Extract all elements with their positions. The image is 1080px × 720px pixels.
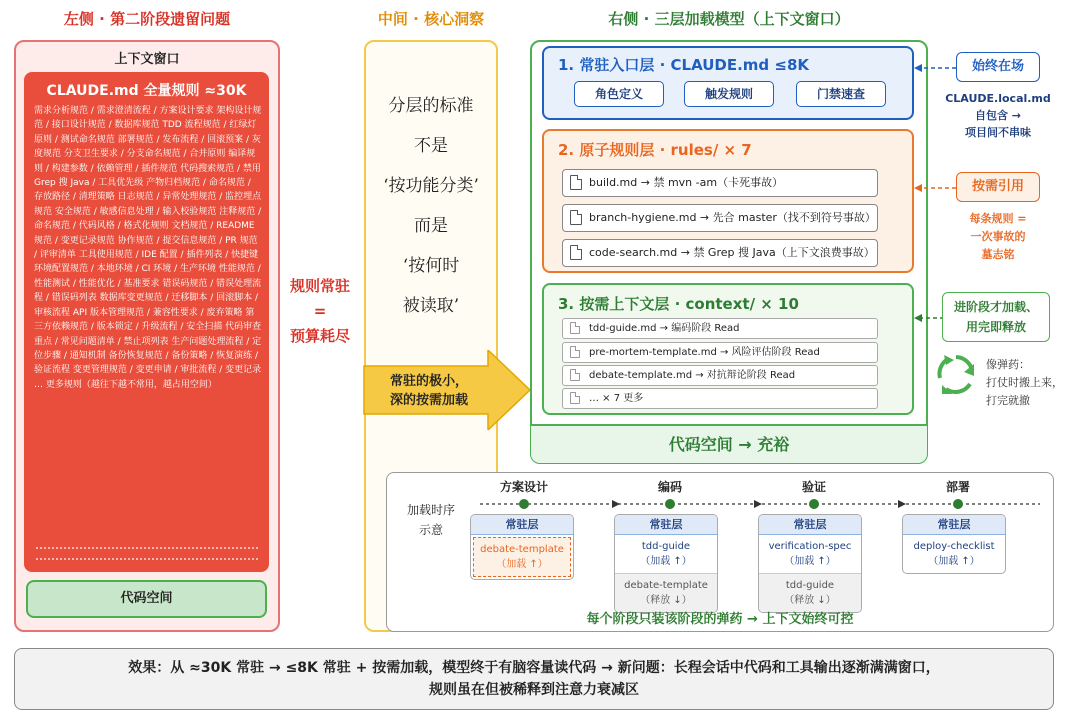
timeline-label	[396, 500, 466, 540]
resident-layer-cell: 常驻层	[471, 515, 573, 535]
note-line: 打完就撤	[986, 394, 1030, 407]
loaded-file: verification-spec	[768, 541, 852, 552]
note-line: 自包含 →	[974, 109, 1022, 122]
phase-verify-label: 验证	[801, 480, 826, 494]
ammo-note	[986, 356, 1076, 410]
insight-line: ‘按何时	[402, 256, 460, 276]
insight-line: 不是	[414, 136, 448, 156]
right-column-heading: 右侧 · 三层加载模型（上下文窗口）	[608, 10, 850, 28]
loaded-context-cell	[903, 535, 1005, 573]
left-column-heading: 左侧 · 第二阶段遗留问题	[63, 10, 231, 28]
insight-line: 被读取’	[402, 296, 460, 316]
file-icon	[570, 245, 582, 260]
context-file-text: … × 7 更多	[589, 393, 644, 404]
timeline-dot	[665, 499, 675, 509]
file-icon	[570, 322, 580, 334]
insight-line: 分层的标准	[388, 96, 474, 116]
layer3-title: 3. 按需上下文层 · context/ × 10	[558, 295, 799, 313]
loaded-file: debate-template	[480, 544, 564, 555]
always-present-note	[936, 90, 1060, 141]
summary-line: 效果：从 ≈30K 常驻 → ≤8K 常驻 + 按需加载，模型终于有脑容量读代码 → 新问题：长程会话中代码和工具输出逐渐满满窗口，	[128, 660, 940, 676]
phase-verify-stack	[758, 514, 862, 613]
summary-line: 规则虽在但被稀释到注意力衰减区	[429, 682, 639, 698]
context-file-text: pre-mortem-template.md → 风险评估阶段 Read	[589, 347, 820, 358]
timeline-label-line: 加载时序	[406, 503, 455, 517]
insight-line: ‘按功能分类’	[383, 176, 479, 196]
rule-file-code-search	[562, 239, 878, 267]
full-rules-block	[24, 72, 269, 572]
phase-deploy-stack	[902, 514, 1006, 574]
middle-column-heading: 中间 · 核心洞察	[377, 10, 485, 28]
released-file: tdd-guide	[785, 580, 835, 591]
always-present-label: 始终在场	[956, 52, 1040, 82]
phase-design-label: 方案设计	[499, 480, 548, 494]
note-line: 打仗时搬上来，	[986, 376, 1063, 389]
loaded-context-cell	[759, 535, 861, 573]
rule-file-text: code-search.md → 禁 Grep 搜 Java（上下文浪费事故）	[589, 246, 875, 259]
phase-design-stack	[470, 514, 574, 580]
rule-file-build	[562, 169, 878, 197]
resident-layer-cell: 常驻层	[615, 515, 717, 535]
on-demand-cite-label: 按需引用	[956, 172, 1040, 202]
file-icon	[570, 210, 582, 225]
note-line: 一次事故的	[970, 230, 1026, 243]
context-file-tdd-guide	[562, 318, 878, 339]
loaded-file: tdd-guide	[641, 541, 691, 552]
timeline-axis	[470, 498, 1050, 510]
context-file-text: tdd-guide.md → 编码阶段 Read	[589, 323, 740, 334]
on-demand-context-layer	[542, 283, 914, 415]
stage-line: 进阶段才加载、	[953, 300, 1038, 314]
timeline-footer: 每个阶段只装该阶段的弹药 → 上下文始终可控	[586, 612, 854, 627]
stage-line: 用完即释放	[965, 320, 1026, 334]
load-on-stage-label	[942, 292, 1050, 342]
rules-resident-caption	[282, 274, 358, 349]
caption-equals: =	[313, 302, 327, 320]
context-file-text: debate-template.md → 对抗辩论阶段 Read	[589, 370, 796, 381]
resident-layer-cell: 常驻层	[759, 515, 861, 535]
chip-gate-cheatsheet: 门禁速查	[796, 81, 886, 107]
context-file-pre-mortem	[562, 342, 878, 363]
rule-file-text: build.md → 禁 mvn -am（卡死事故）	[589, 176, 784, 189]
chip-role-definition: 角色定义	[574, 81, 664, 107]
file-icon	[570, 346, 580, 358]
dotted-filler-line	[36, 547, 258, 549]
context-file-debate	[562, 365, 878, 386]
timeline-dot	[519, 499, 529, 509]
full-rules-title: CLAUDE.md 全量规则 ≈30K	[46, 83, 247, 99]
context-window-title: 上下文窗口	[114, 52, 180, 67]
note-line: CLAUDE.local.md	[945, 92, 1051, 105]
layer1-title: 1. 常驻入口层 · CLAUDE.md ≤8K	[558, 56, 810, 74]
context-file-more	[562, 388, 878, 409]
arrow-caption	[370, 372, 488, 410]
arrow-caption-line: 深的按需加载	[389, 393, 468, 408]
loaded-context-cell	[615, 535, 717, 573]
code-space-squeezed: 代码空间	[26, 580, 267, 618]
note-line: 项目间不串味	[965, 126, 1031, 139]
caption-line: 规则常驻	[289, 277, 350, 295]
caption-line: 预算耗尽	[289, 327, 350, 345]
released-context-cell	[615, 573, 717, 612]
timeline-label-line: 示意	[418, 523, 443, 537]
phase-coding-stack	[614, 514, 718, 613]
note-line: 每条规则 =	[969, 212, 1027, 225]
rule-file-text: branch-hygiene.md → 先合 master（找不到符号事故）	[589, 211, 876, 224]
file-icon	[570, 175, 582, 190]
loaded-file: deploy-checklist	[913, 541, 995, 552]
timeline-dot	[953, 499, 963, 509]
arrow-caption-line: 常驻的极小，	[389, 374, 468, 389]
released-context-cell	[759, 573, 861, 612]
chip-trigger-rules: 触发规则	[684, 81, 774, 107]
loaded-note: （加载 ↑）	[496, 559, 548, 570]
timeline-dot	[809, 499, 819, 509]
loaded-note: （加载 ↑）	[928, 556, 980, 567]
insight-text	[364, 86, 498, 326]
rule-file-branch-hygiene	[562, 204, 878, 232]
resident-layer-cell: 常驻层	[903, 515, 1005, 535]
loaded-note: （加载 ↑）	[640, 556, 692, 567]
insight-line: 而是	[414, 216, 448, 236]
phase-deploy-label: 部署	[945, 480, 970, 494]
note-line: 墓志铭	[981, 248, 1015, 261]
dotted-filler-line	[36, 558, 258, 560]
loaded-context-cell	[473, 537, 571, 577]
note-line: 像弹药：	[986, 358, 1030, 371]
effect-summary-banner	[14, 648, 1054, 710]
phase-coding-label: 编码	[657, 480, 682, 494]
released-note: （释放 ↓）	[784, 595, 836, 606]
cite-note	[944, 210, 1052, 264]
full-rules-list: 需求分析规范 / 需求澄清流程 / 方案设计要求 架构设计规范 / 接口设计规范 / 数据库规范 TDD 流程规范 / 红绿灯原则 / 测试命名规范 部署规范 / 发布流程 / 回滚预案 / 灰度规范 分支卫生要求 / 分支命名规范 / 合并原则 编译规则 / 构建参数 / 依赖管理 / 插件规范 代码搜索规范 / 禁用 Grep 搜 Java / 工具优先级 产物归档规范 / 命名规范 / 存放路径 / 清理策略 日志规范 / 异常处理规范 / 监控埋点规范 安全规范 / 敏感信息处理 / 输入校验规范 注释规范 / 命名规范 / 代码风格 / 格式化规则 文档规范 / README 规范 / 变更记录规范 协作规范 / 提交信息规范 / PR 规范 / 评审清单 工具使用规范 / IDE 配置 / 插件列表 / 快捷键 环境配置规范 / 本地环境 / CI 环境 / 生产环境 性能规范 / 性能测试 / 性能优化 / 基准要求 错误码规范 / 错误处理流程 / 错误码列表 数据库变更规范 / 迁移脚本 / 回滚脚本 / 审核流程 API 版本管理规范 / 兼容性要求 / 废弃策略 第三方依赖规范 / 版本锁定 / 升级流程 / 安全扫描 代码审查重点 / 常见问题清单 / 禁止项列表 生产问题处理流程 / 定位步骤 / 通知机制 备份恢复规范 / 备份策略 / 恢复演练 / 验证流程 变更管理规范 / 变更申请 / 审批流程 / 变更记录 … 更多规则（越往下越不常用，越占用空间）	[34, 106, 262, 390]
resident-entry-layer	[542, 46, 914, 120]
loaded-note: （加载 ↑）	[784, 556, 836, 567]
code-space-ample: 代码空间 → 充裕	[531, 424, 927, 463]
layer2-title: 2. 原子规则层 · rules/ × 7	[558, 141, 752, 159]
file-icon	[570, 392, 580, 404]
atomic-rules-layer	[542, 129, 914, 273]
recycle-icon	[934, 352, 978, 396]
file-icon	[570, 369, 580, 381]
released-file: debate-template	[624, 580, 708, 591]
released-note: （释放 ↓）	[640, 595, 692, 606]
